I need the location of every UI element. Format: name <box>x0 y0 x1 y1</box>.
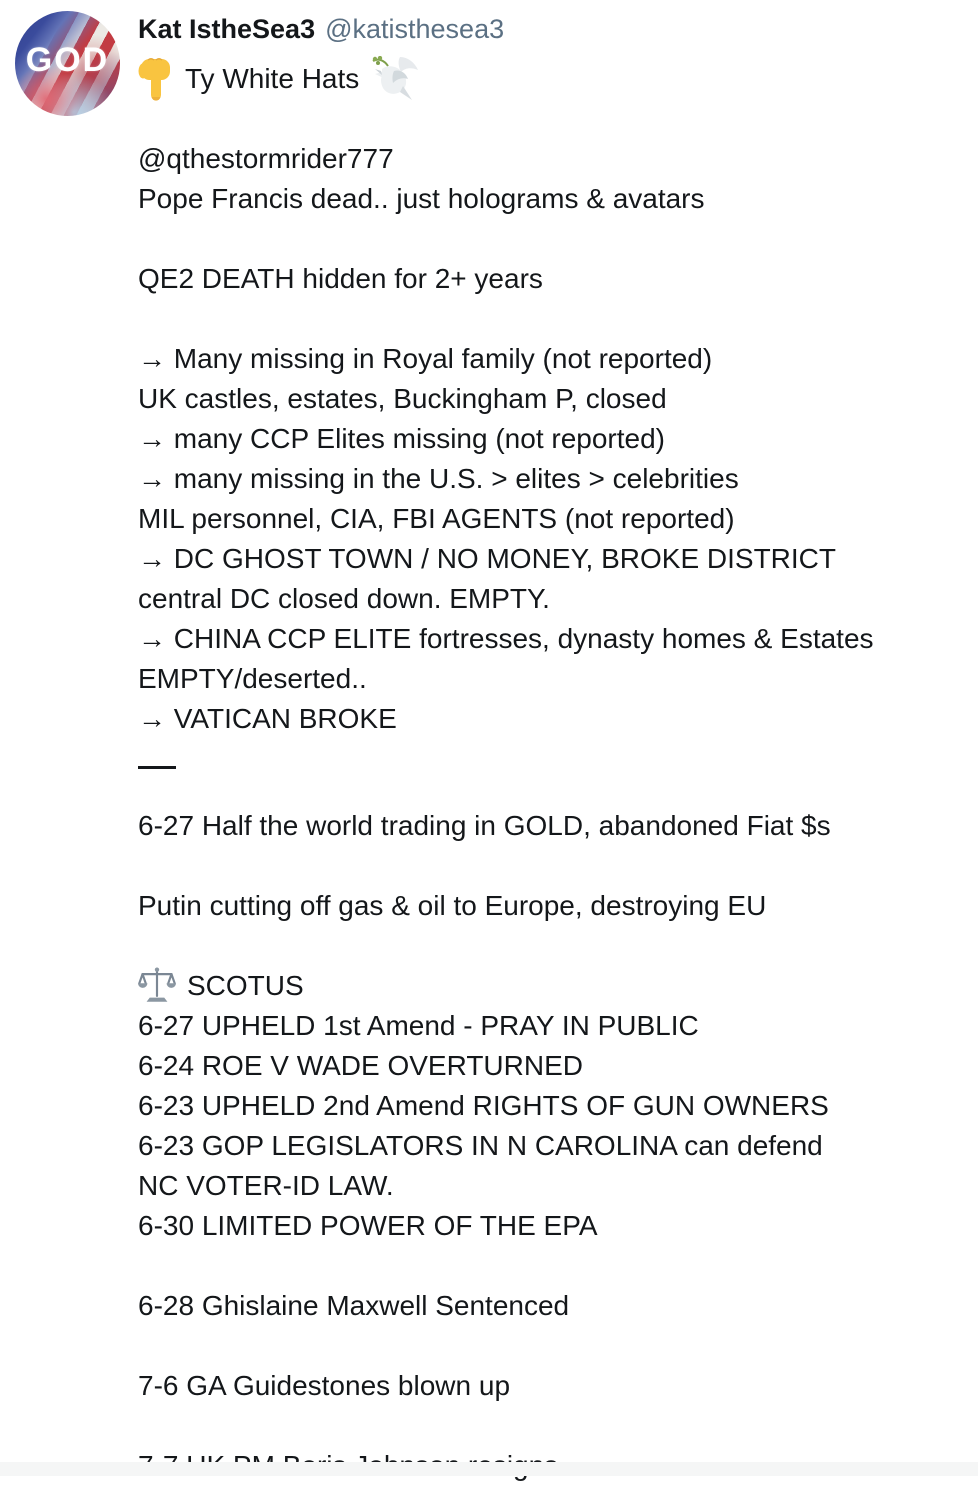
post-line: → DC GHOST TOWN / NO MONEY, BROKE DISTRICT <box>138 543 837 574</box>
post-line: UK castles, estates, Buckingham P, closed <box>138 383 667 414</box>
post-line: central DC closed down. EMPTY. <box>138 583 550 614</box>
post <box>138 10 964 1486</box>
post-line <box>138 1326 964 1366</box>
dove-emoji-icon <box>372 56 422 102</box>
post-line: 6-30 LIMITED POWER OF THE EPA <box>138 1210 598 1241</box>
bottom-band <box>0 1462 978 1476</box>
post-line: → VATICAN BROKE <box>138 703 397 734</box>
post-line <box>138 846 964 886</box>
post-line <box>138 299 964 339</box>
post-line: MIL personnel, CIA, FBI AGENTS (not reported) <box>138 503 735 534</box>
user-handle[interactable]: @katisthesea3 <box>325 14 505 44</box>
post-line: Putin cutting off gas & oil to Europe, destroying EU <box>138 890 767 921</box>
post-line: EMPTY/deserted.. <box>138 663 367 694</box>
post-line <box>138 766 964 806</box>
post-line: → Many missing in Royal family (not reported) <box>138 343 713 374</box>
post-line: → many missing in the U.S. > elites > celebrities <box>138 463 739 494</box>
scotus-heading: SCOTUS <box>187 970 304 1001</box>
post-line: @qthestormrider777 <box>138 143 394 174</box>
post-line <box>138 219 964 259</box>
post-line: 7-6 GA Guidestones blown up <box>138 1370 511 1401</box>
post-line: 6-28 Ghislaine Maxwell Sentenced <box>138 1290 570 1321</box>
post-line <box>138 926 964 966</box>
post-body <box>138 139 964 1486</box>
post-line: QE2 DEATH hidden for 2+ years <box>138 263 543 294</box>
post-line <box>138 1246 964 1286</box>
tagline <box>138 56 964 102</box>
separator-line <box>138 766 176 769</box>
pointing-down-emoji-icon <box>138 57 172 101</box>
display-name[interactable]: Kat IstheSea3 <box>138 14 316 44</box>
post-line: 6-23 GOP LEGISLATORS IN N CAROLINA can defend <box>138 1130 823 1161</box>
post-line <box>138 1406 964 1446</box>
avatar[interactable] <box>15 11 120 116</box>
post-header <box>138 10 964 48</box>
post-line: → many CCP Elites missing (not reported) <box>138 423 665 454</box>
post-line: → CHINA CCP ELITE fortresses, dynasty homes & Estates <box>138 623 874 654</box>
post-line: 6-27 Half the world trading in GOLD, abandoned Fiat $s <box>138 810 831 841</box>
post-line: 6-23 UPHELD 2nd Amend RIGHTS OF GUN OWNERS <box>138 1090 829 1121</box>
post-line: 6-27 UPHELD 1st Amend - PRAY IN PUBLIC <box>138 1010 699 1041</box>
scales-emoji-icon <box>138 966 176 1004</box>
post-line: NC VOTER-ID LAW. <box>138 1170 394 1201</box>
avatar-text: GOD <box>25 41 110 79</box>
post-line: Pope Francis dead.. just holograms & avatars <box>138 183 705 214</box>
tagline-text: Ty White Hats <box>185 63 360 94</box>
post-line <box>138 966 964 1006</box>
post-line: 6-24 ROE V WADE OVERTURNED <box>138 1050 583 1081</box>
